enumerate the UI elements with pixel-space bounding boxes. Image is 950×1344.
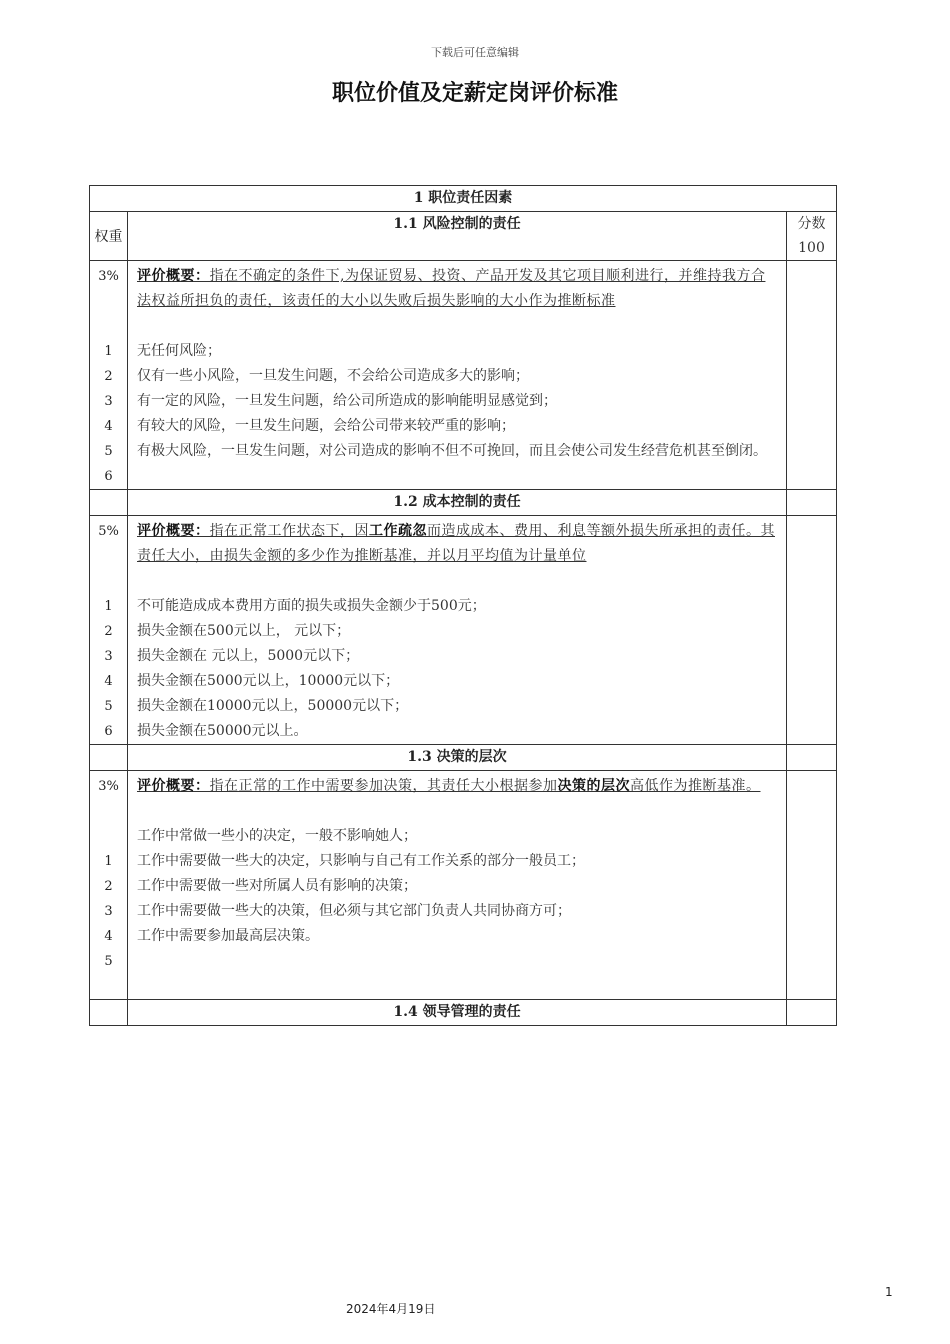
weight-cell (90, 745, 128, 771)
summary-label: 评价概要： (137, 268, 210, 284)
level-number: 4 (104, 674, 113, 689)
level-description: 有极大风险，一旦发生问题，对公司造成的影响不但不可挽回，而且会使公司发生经营危机甚至倒闭。 (137, 443, 767, 459)
header-note: 下载后可任意编辑 (431, 46, 519, 59)
level-number: 3 (104, 394, 113, 409)
factor-body (128, 261, 787, 490)
factor-body (128, 771, 787, 1000)
level-number: 1 (104, 599, 113, 614)
weight-cell (90, 1000, 128, 1026)
summary-emphasis: 工作疏忽 (369, 523, 427, 539)
section-heading: 1 职位责任因素 (90, 186, 837, 212)
summary-text: 而造成成本、费用、利息等额外损失所承担的责任。其责任大小，由损失金额的多少作为推断基准，并以月平均值为计量单位 (137, 523, 775, 564)
level-number: 5 (104, 699, 113, 714)
level-number: 6 (104, 724, 113, 739)
weight-cell (90, 771, 128, 1000)
level-number: 4 (104, 929, 113, 944)
level-description: 有较大的风险，一旦发生问题，会给公司带来较严重的影响； (137, 418, 515, 434)
level-description: 不可能造成成本费用方面的损失或损失金额少于500元； (137, 598, 486, 614)
level-number: 2 (104, 879, 113, 894)
score-value: 100 (798, 240, 825, 256)
score-cell (786, 745, 836, 771)
evaluation-summary (137, 519, 777, 569)
level-description: 工作中常做一些小的决定，一般不影响她人； (137, 828, 417, 844)
level-description: 损失金额在50000元以上。 (137, 723, 308, 739)
weight-cell (90, 490, 128, 516)
summary-label: 评价概要： (137, 523, 210, 539)
score-cell (786, 261, 836, 490)
level-number: 6 (104, 469, 113, 484)
score-cell (786, 490, 836, 516)
factor-body (128, 516, 787, 745)
level-description: 无任何风险； (137, 343, 221, 359)
factor-heading: 1.2 成本控制的责任 (128, 490, 787, 516)
level-description: 工作中需要做一些大的决策，但必须与其它部门负责人共同协商方可； (137, 903, 571, 919)
level-description: 工作中需要参加最高层决策。 (137, 928, 319, 944)
level-description: 损失金额在5000元以上，10000元以下； (137, 673, 400, 689)
document-title: 职位价值及定薪定岗评价标准 (331, 81, 618, 106)
level-number: 3 (104, 649, 113, 664)
summary-text: 指在正常的工作中需要参加决策，其责任大小根据参加 (209, 778, 558, 794)
level-description: 有一定的风险，一旦发生问题，给公司所造成的影响能明显感觉到； (137, 393, 557, 409)
weight-cell (90, 261, 128, 490)
factor-heading: 1.3 决策的层次 (128, 745, 787, 771)
weight-value: 3% (98, 779, 119, 794)
level-description: 损失金额在500元以上， 元以下； (137, 623, 351, 639)
score-cell (786, 516, 836, 745)
weight-value: 3% (98, 269, 119, 284)
summary-label: 评价概要： (137, 778, 210, 794)
level-number: 5 (104, 444, 113, 459)
score-label: 分数 (797, 216, 826, 232)
weight-cell (90, 516, 128, 745)
footer-date: 2024年4月19日 (346, 1302, 436, 1316)
level-description: 损失金额在10000元以上，50000元以下； (137, 698, 409, 714)
factor-heading: 1.1 风险控制的责任 (128, 212, 787, 261)
summary-text: 指在正常工作状态下，因 (209, 523, 369, 539)
summary-emphasis: 决策的层次 (557, 778, 630, 794)
weight-value: 5% (98, 524, 119, 539)
summary-text: 高低作为推断基准。 (630, 778, 761, 794)
evaluation-summary (137, 264, 777, 314)
level-description: 工作中需要做一些大的决定，只影响与自己有工作关系的部分一般员工； (137, 853, 585, 869)
level-number: 1 (104, 854, 113, 869)
level-number: 2 (104, 369, 113, 384)
level-description: 损失金额在 元以上，5000元以下； (137, 648, 360, 664)
level-number: 2 (104, 624, 113, 639)
level-description: 工作中需要做一些对所属人员有影响的决策； (137, 878, 417, 894)
evaluation-table (89, 185, 837, 1026)
level-number: 1 (104, 344, 113, 359)
level-number: 4 (104, 419, 113, 434)
level-number: 3 (104, 904, 113, 919)
weight-column-header: 权重 (90, 212, 128, 261)
summary-text: 指在不确定的条件下,为保证贸易、投资、产品开发及其它项目顺利进行，并维持我方合法权益所担负的责任，该责任的大小以失败后损失影响的大小作为推断标准 (137, 268, 766, 309)
page-number: 1 (885, 1285, 893, 1299)
score-column-header (786, 212, 836, 261)
score-cell (786, 771, 836, 1000)
level-description: 仅有一些小风险，一旦发生问题，不会给公司造成多大的影响； (137, 368, 529, 384)
level-number: 5 (104, 954, 113, 969)
factor-heading: 1.4 领导管理的责任 (128, 1000, 787, 1026)
score-cell (786, 1000, 836, 1026)
evaluation-summary (137, 774, 777, 799)
